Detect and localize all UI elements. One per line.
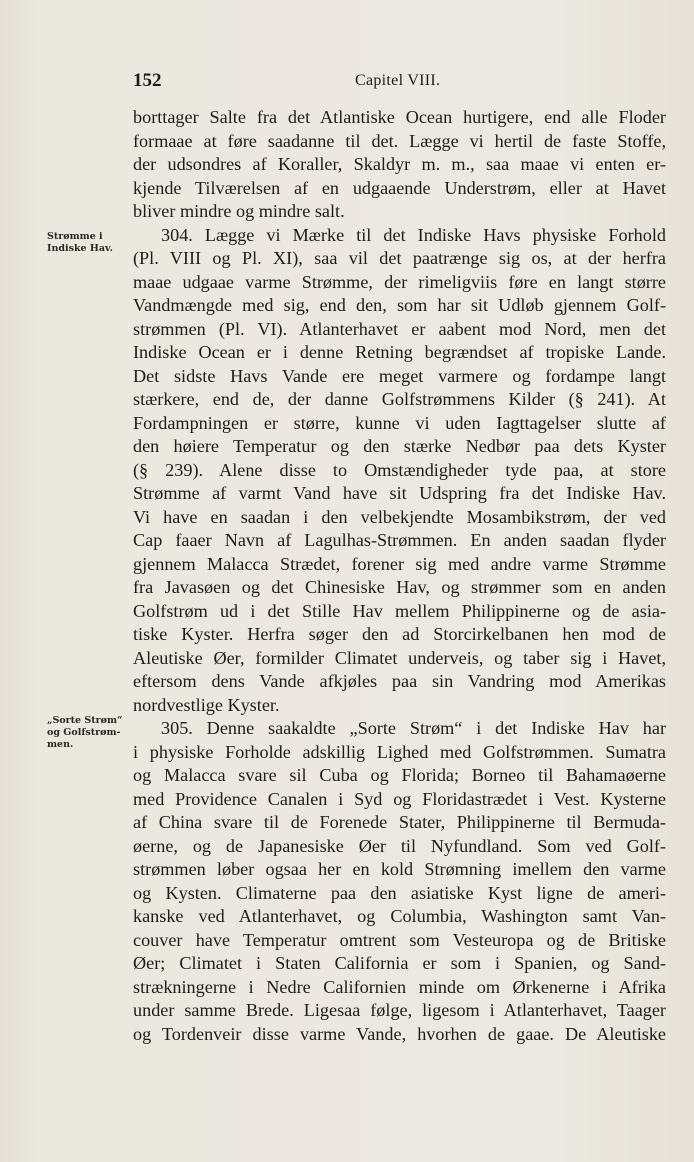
margin-note-line: „Sorte Strøm“	[47, 715, 123, 726]
text-line: nordvestlige Kyster.	[133, 694, 280, 715]
text-line: eftersom dens Vande afkjøles paa sin Vandring mod Amerikas	[133, 671, 666, 691]
text-line: Cap faaer Navn af Lagulhas-Strømmen. En anden saadan flyder	[133, 530, 666, 550]
text-line: (§ 239). Alene disse to Omstændigheder tyde paa, at store	[133, 459, 666, 480]
text-line: og Kysten. Climaterne paa den asiatiske Kyst ligne de ameri-	[133, 882, 666, 903]
text-line: Øer; Climatet i Staten California er som i Spanien, og Sand-	[133, 953, 666, 973]
page-header	[133, 70, 665, 94]
text-line: der udsondres af Koraller, Skaldyr m. m., saa maae vi enten er-	[133, 154, 666, 174]
text-line: strømmen løber ogsaa her en kold Strømning imellem den varme	[133, 859, 666, 879]
text-line: og Tordenveir disse varme Vande, hvorhen de gaae. De Aleutiske	[133, 1023, 666, 1044]
text-line: af China svare til de Forenede Stater, Philippinerne til Bermuda-	[133, 812, 666, 832]
text-line: med Providence Canalen i Syd og Floridastrædet i Vest. Kysterne	[133, 788, 666, 809]
margin-note-line: og Golfstrøm-	[47, 727, 121, 738]
margin-note-sorte-strom	[47, 715, 129, 751]
text-line: couver have Temperatur omtrent som Vesteuropa og de Britiske	[133, 929, 666, 950]
text-line: fra Javasøen og det Chinesiske Hav, og strømmer som en anden	[133, 577, 666, 597]
page-number: 152	[133, 70, 162, 91]
text-line: Golfstrøm ud i det Stille Hav mellem Philippinerne og de asia-	[133, 600, 666, 621]
text-line: kanske ved Atlanterhavet, og Columbia, Washington samt Van-	[133, 906, 666, 926]
margin-note-line: Indiske Hav.	[47, 243, 113, 254]
text-line: tiske Kyster. Herfra søger den ad Storcirkelbanen hen mod de	[133, 624, 666, 644]
text-line: Vandmængde med sig, end den, som har sit Udløb gjennem Golf-	[133, 295, 666, 315]
text-line: Det sidste Havs Vande ere meget varmere og fordampe langt	[133, 365, 666, 386]
text-line: og Malacca svare sil Cuba og Florida; Borneo til Bahamaøerne	[133, 765, 666, 785]
text-line: kjende Tilværelsen af en udgaaende Understrøm, eller at Havet	[133, 177, 666, 198]
text-line: den høiere Temperatur og den stærke Nedbør paa dets Kyster	[133, 436, 666, 456]
text-line: 305. Denne saakaldte „Sorte Strøm“ i det Indiske Hav har	[161, 718, 666, 738]
text-line: Strømme af varmt Vand have sit Udspring fra det Indiske Hav.	[133, 483, 666, 503]
text-line: bliver mindre og mindre salt.	[133, 201, 345, 221]
text-line: Fordampningen er større, kunne vi uden Iagttagelser slutte af	[133, 412, 666, 433]
text-line: under samme Brede. Ligesaa følge, ligesom i Atlanterhavet, Taager	[133, 1000, 666, 1020]
text-line: Vi have en saadan i den velbekjendte Mosambikstrøm, der ved	[133, 506, 666, 527]
text-line: Indiske Ocean er i denne Retning begrændset af tropiske Lande.	[133, 342, 666, 362]
text-line: stærkere, end de, der danne Golfstrømmens Kilder (§ 241). At	[133, 389, 666, 409]
text-line: strømmen (Pl. VI). Atlanterhavet er aabent mod Nord, men det	[133, 318, 666, 339]
text-line: borttager Salte fra det Atlantiske Ocean hurtigere, end alle Floder	[133, 107, 666, 127]
text-line: formaae at føre saadanne til det. Lægge vi hertil de faste Stoffe,	[133, 130, 666, 151]
text-line: øerne, og de Japanesiske Øer til Nyfundland. Som ved Golf-	[133, 835, 666, 856]
margin-note-stromme	[47, 231, 129, 255]
margin-note-line: men.	[47, 739, 74, 750]
text-line: strækningerne i Nedre Californien minde om Ørkenerne i Afrika	[133, 976, 666, 997]
text-line: Aleutiske Øer, formilder Climatet underveis, og taber sig i Havet,	[133, 647, 666, 668]
text-line: gjennem Malacca Strædet, forener sig med andre varme Strømme	[133, 553, 666, 574]
text-line: maae udgaae varme Strømme, der rimeligviis føre en langt større	[133, 271, 666, 292]
running-head: Capitel VIII.	[355, 72, 441, 89]
text-line: (Pl. VIII og Pl. XI), saa vil det paatrænge sig os, at der herfra	[133, 248, 666, 268]
body-text	[133, 106, 666, 1046]
margin-note-line: Strømme i	[47, 231, 103, 242]
text-line: 304. Lægge vi Mærke til det Indiske Havs physiske Forhold	[161, 224, 666, 245]
text-line: i physiske Forholde adskillig Lighed med Golfstrømmen. Sumatra	[133, 741, 666, 762]
